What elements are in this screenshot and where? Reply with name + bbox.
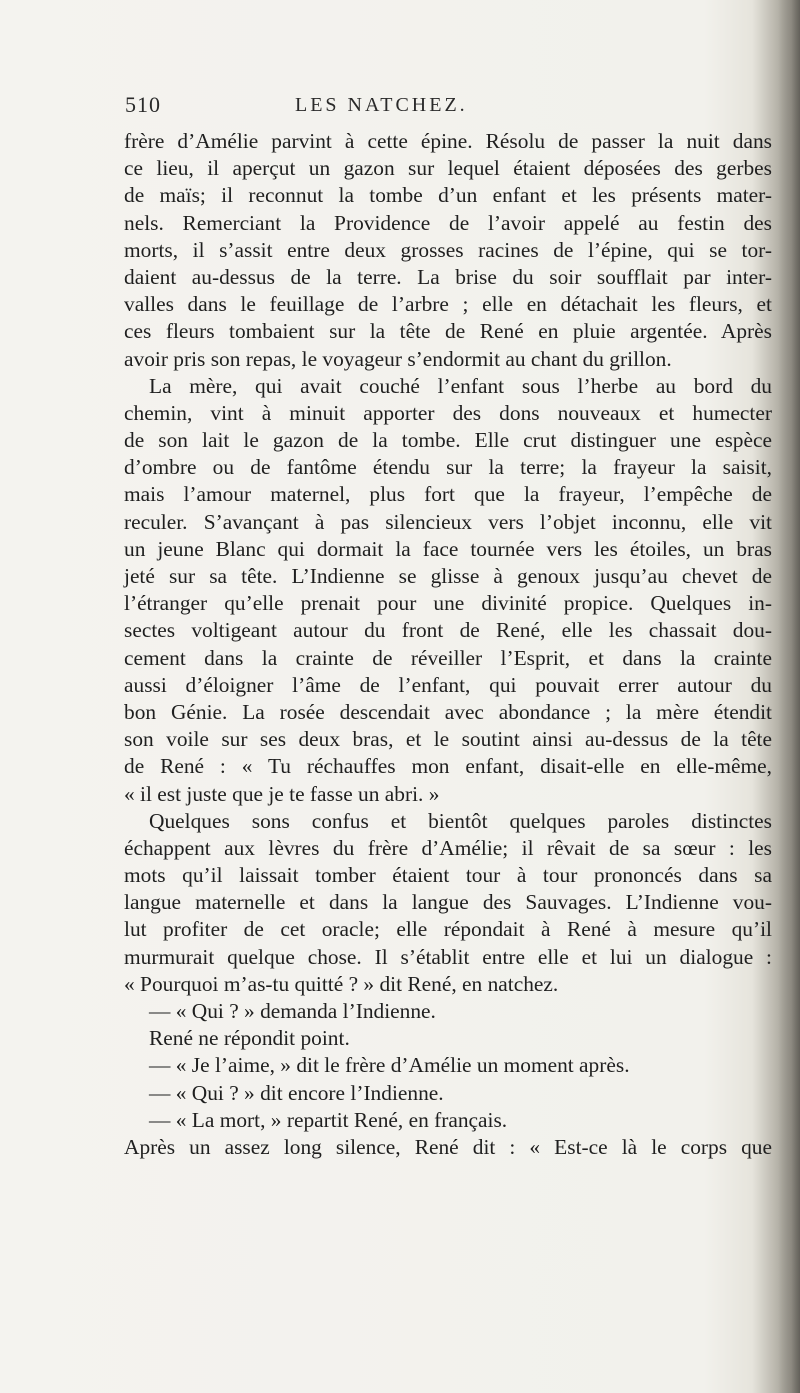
text-line: — « Qui ? » demanda l’Indienne.	[149, 999, 436, 1023]
text-line: René ne répondit point.	[149, 1026, 350, 1051]
body-text	[124, 128, 772, 1161]
text-line: Après un assez long silence, René dit : « Est-ce là le corps que	[124, 1134, 772, 1159]
text-line: sectes voltigeant autour du front de René, elle les chassait dou-	[124, 618, 772, 643]
text-line: reculer. S’avançant à pas silencieux vers l’objet inconnu, elle vit	[124, 509, 772, 534]
text-line: cement dans la crainte de réveiller l’Esprit, et dans la crainte	[124, 645, 772, 670]
text-line: langue maternelle et dans la langue des Sauvages. L’Indienne vou-	[124, 890, 772, 915]
text-line: chemin, vint à minuit apporter des dons nouveaux et humecter	[124, 400, 772, 425]
text-line: — « La mort, » repartit René, en français.	[149, 1107, 508, 1132]
text-line: daient au-dessus de la terre. La brise du soir soufflait par inter-	[124, 264, 772, 289]
text-line: aussi d’éloigner l’âme de l’enfant, qui pouvait errer autour du	[124, 672, 772, 697]
text-line: mots qu’il laissait tomber étaient tour à tour prononcés dans sa	[124, 863, 772, 888]
page-header	[125, 92, 765, 122]
text-line: échappent aux lèvres du frère d’Amélie; il rêvait de sa sœur : les	[124, 835, 772, 860]
text-line: nels. Remerciant la Providence de l’avoir appelé au festin des	[124, 210, 772, 235]
text-line: ce lieu, il aperçut un gazon sur lequel étaient déposées des gerbes	[124, 156, 772, 181]
text-line: de maïs; il reconnut la tombe d’un enfant et les présents mater-	[124, 183, 772, 208]
text-line: murmurait quelque chose. Il s’établit entre elle et lui un dialogue :	[124, 944, 772, 969]
text-line: son voile sur ses deux bras, et le soutint ainsi au-dessus de la tête	[124, 727, 772, 752]
text-line: bon Génie. La rosée descendait avec abondance ; la mère étendit	[124, 699, 772, 724]
text-line: La mère, qui avait couché l’enfant sous l’herbe au bord du	[149, 373, 772, 398]
text-line: « Pourquoi m’as-tu quitté ? » dit René, en natchez.	[124, 971, 559, 996]
text-line: frère d’Amélie parvint à cette épine. Résolu de passer la nuit dans	[124, 129, 772, 153]
text-line: valles dans le feuillage de l’arbre ; elle en détachait les fleurs, et	[124, 292, 772, 317]
text-line: — « Je l’aime, » dit le frère d’Amélie un moment après.	[149, 1053, 630, 1078]
text-line: avoir pris son repas, le voyageur s’endormit au chant du grillon.	[124, 346, 672, 371]
text-line: d’ombre ou de fantôme étendu sur la terre; la frayeur la saisit,	[124, 455, 772, 480]
text-line: Quelques sons confus et bientôt quelques paroles distinctes	[149, 808, 772, 833]
text-line: « il est juste que je te fasse un abri. »	[124, 781, 440, 806]
text-line: ces fleurs tombaient sur la tête de René en pluie argentée. Après	[124, 319, 772, 344]
text-line: l’étranger qu’elle prenait pour une divinité propice. Quelques in-	[124, 591, 772, 616]
text-line: lut profiter de cet oracle; elle répondait à René à mesure qu’il	[124, 917, 772, 942]
running-head: LES NATCHEZ.	[295, 94, 468, 116]
text-line: mais l’amour maternel, plus fort que la frayeur, l’empêche de	[124, 482, 772, 507]
text-line: de son lait le gazon de la tombe. Elle crut distinguer une espèce	[124, 428, 772, 453]
text-line: de René : « Tu réchauffes mon enfant, disait-elle en elle-même,	[124, 754, 772, 779]
text-line: un jeune Blanc qui dormait la face tournée vers les étoiles, un bras	[124, 536, 772, 561]
text-line: — « Qui ? » dit encore l’Indienne.	[149, 1080, 444, 1105]
page-edge-shadow	[778, 0, 800, 1393]
text-line: morts, il s’assit entre deux grosses racines de l’épine, qui se tor-	[124, 237, 772, 262]
page-number: 510	[125, 92, 161, 117]
text-line: jeté sur sa tête. L’Indienne se glisse à genoux jusqu’au chevet de	[124, 564, 772, 588]
